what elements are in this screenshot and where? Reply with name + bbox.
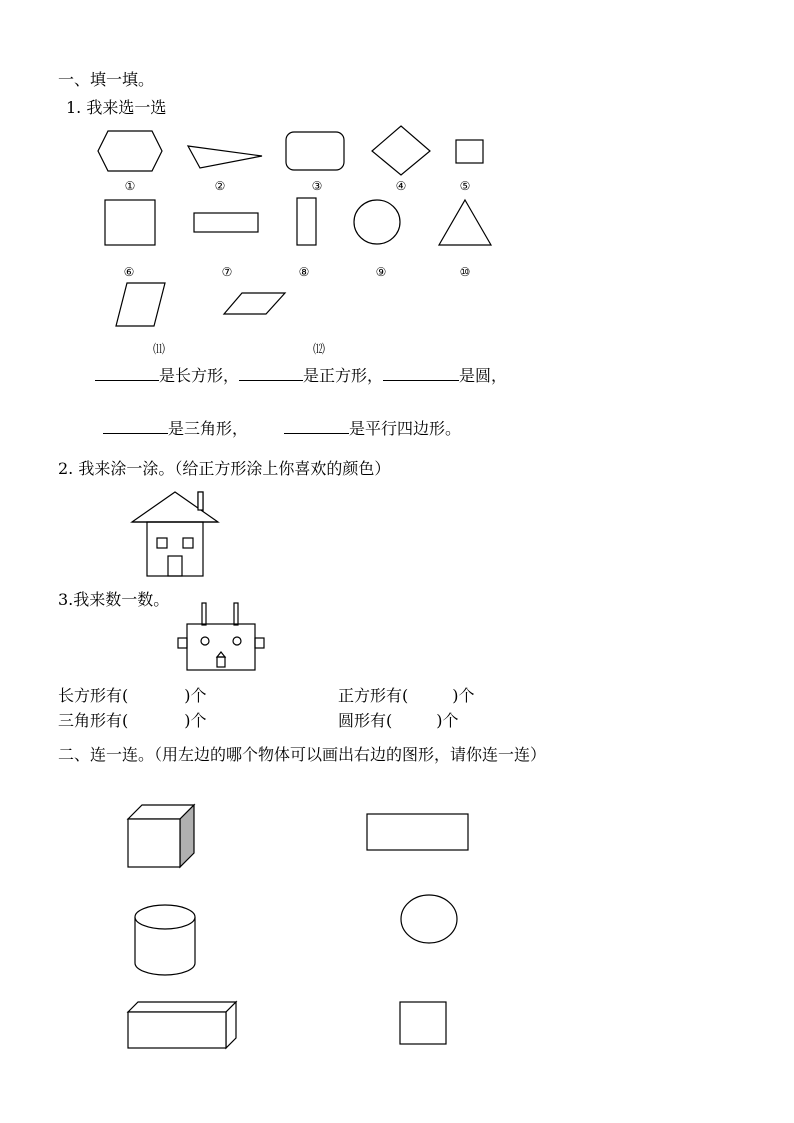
square-icon — [104, 199, 158, 247]
shape-label-6: ⑥ — [123, 265, 135, 279]
count-square: 正方形有( )个 — [338, 686, 475, 705]
wide-rectangle-icon — [193, 212, 261, 234]
parallelogram-flat-icon — [223, 292, 287, 316]
rhombus-icon — [370, 125, 432, 177]
shape-label-8: ⑧ — [298, 265, 310, 279]
answer-blank-circle[interactable] — [383, 366, 459, 381]
count-blank-circle[interactable] — [392, 712, 436, 726]
fill-text-rectangle: 是长方形， — [159, 366, 240, 385]
fill-text-circle: 是圆， — [459, 366, 508, 385]
count-blank-triangle[interactable] — [128, 712, 184, 726]
count-rectangle: 长方形有( )个 — [58, 686, 207, 705]
q1-title: 1. 我来选一选 — [66, 98, 167, 117]
house-window-right — [183, 538, 193, 548]
square-target-icon[interactable] — [399, 1001, 449, 1047]
shape-label-4: ④ — [395, 179, 407, 193]
triangle-obtuse-icon — [186, 142, 264, 170]
answer-blank-square[interactable] — [239, 366, 303, 381]
answer-blank-parallelogram[interactable] — [284, 419, 349, 434]
section2-heading: 二、连一连。（用左边的哪个物体可以画出右边的图形，请你连一连） — [58, 745, 547, 764]
section1-heading: 一、填一填。 — [58, 70, 155, 89]
shape-label-7: ⑦ — [221, 265, 233, 279]
count-blank-square[interactable] — [408, 687, 452, 701]
count-circle: 圆形有( )个 — [338, 711, 459, 730]
rectangle-icon[interactable] — [366, 813, 471, 853]
shape-label-1: ① — [124, 179, 136, 193]
shape-label-2: ② — [214, 179, 226, 193]
shape-label-10: ⑩ — [459, 265, 471, 279]
fill-text-square: 是正方形， — [303, 366, 384, 385]
fill-text-parallelogram: 是平行四边形。 — [349, 419, 462, 438]
answer-blank-rectangle[interactable] — [95, 366, 159, 381]
robot-icon — [176, 600, 268, 672]
shape-label-5: ⑤ — [459, 179, 471, 193]
cuboid-icon[interactable] — [126, 1000, 240, 1052]
house-window-left — [157, 538, 167, 548]
shape-label-9: ⑨ — [375, 265, 387, 279]
tall-rectangle-icon — [296, 197, 318, 247]
count-triangle: 三角形有( )个 — [58, 711, 207, 730]
count-blank-rectangle[interactable] — [128, 687, 184, 701]
ellipse-icon[interactable] — [399, 894, 461, 946]
hexagon-icon — [96, 130, 164, 172]
fill-line-2 — [103, 419, 461, 439]
fill-text-triangle: 是三角形， — [168, 419, 249, 438]
fill-line-1 — [95, 366, 507, 386]
answer-blank-triangle[interactable] — [103, 419, 168, 434]
shape-label-3: ③ — [311, 179, 323, 193]
q2-title: 2. 我来涂一涂。（给正方形涂上你喜欢的颜色） — [58, 459, 391, 478]
parallelogram-tall-icon — [115, 282, 167, 328]
small-square-icon — [455, 139, 485, 165]
shape-label-11: ⑾ — [152, 342, 165, 356]
shape-label-12: ⑿ — [312, 342, 325, 356]
q3-title: 3.我来数一数。 — [58, 590, 170, 609]
cylinder-icon[interactable] — [133, 903, 197, 977]
rounded-rectangle-icon — [285, 131, 347, 173]
cube-icon[interactable] — [126, 803, 198, 869]
circle-icon — [353, 199, 403, 247]
house-door — [168, 556, 182, 576]
triangle-icon — [438, 199, 494, 247]
house-icon[interactable] — [130, 490, 222, 580]
